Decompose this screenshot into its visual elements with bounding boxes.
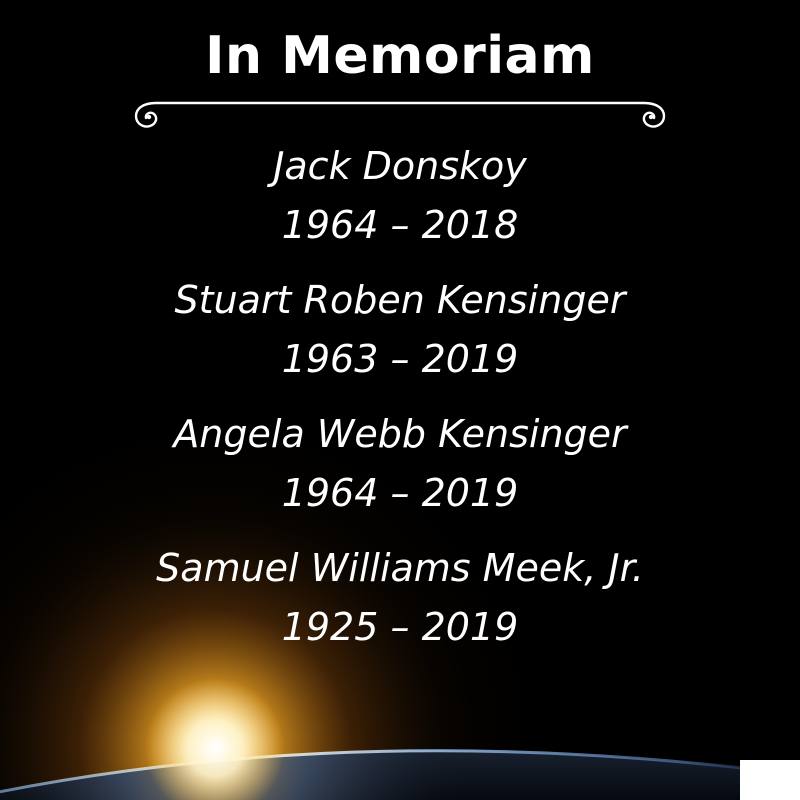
memorial-name: Samuel Williams Meek, Jr. <box>156 546 644 590</box>
memorial-entry <box>0 406 800 540</box>
memorial-name: Angela Webb Kensinger <box>173 412 627 456</box>
page-title: In Memoriam <box>205 26 595 86</box>
memorial-list <box>0 138 800 674</box>
memorial-years: 1964 – 2019 <box>281 471 519 515</box>
memorial-years: 1963 – 2019 <box>281 337 519 381</box>
ornamental-divider <box>130 96 670 136</box>
memorial-entry <box>0 138 800 272</box>
memorial-years: 1964 – 2018 <box>281 203 519 247</box>
memorial-name: Jack Donskoy <box>273 144 527 188</box>
memorial-years: 1925 – 2019 <box>281 605 519 649</box>
memorial-entry <box>0 272 800 406</box>
memorial-entry <box>0 540 800 674</box>
memorial-name: Stuart Roben Kensinger <box>174 278 626 322</box>
